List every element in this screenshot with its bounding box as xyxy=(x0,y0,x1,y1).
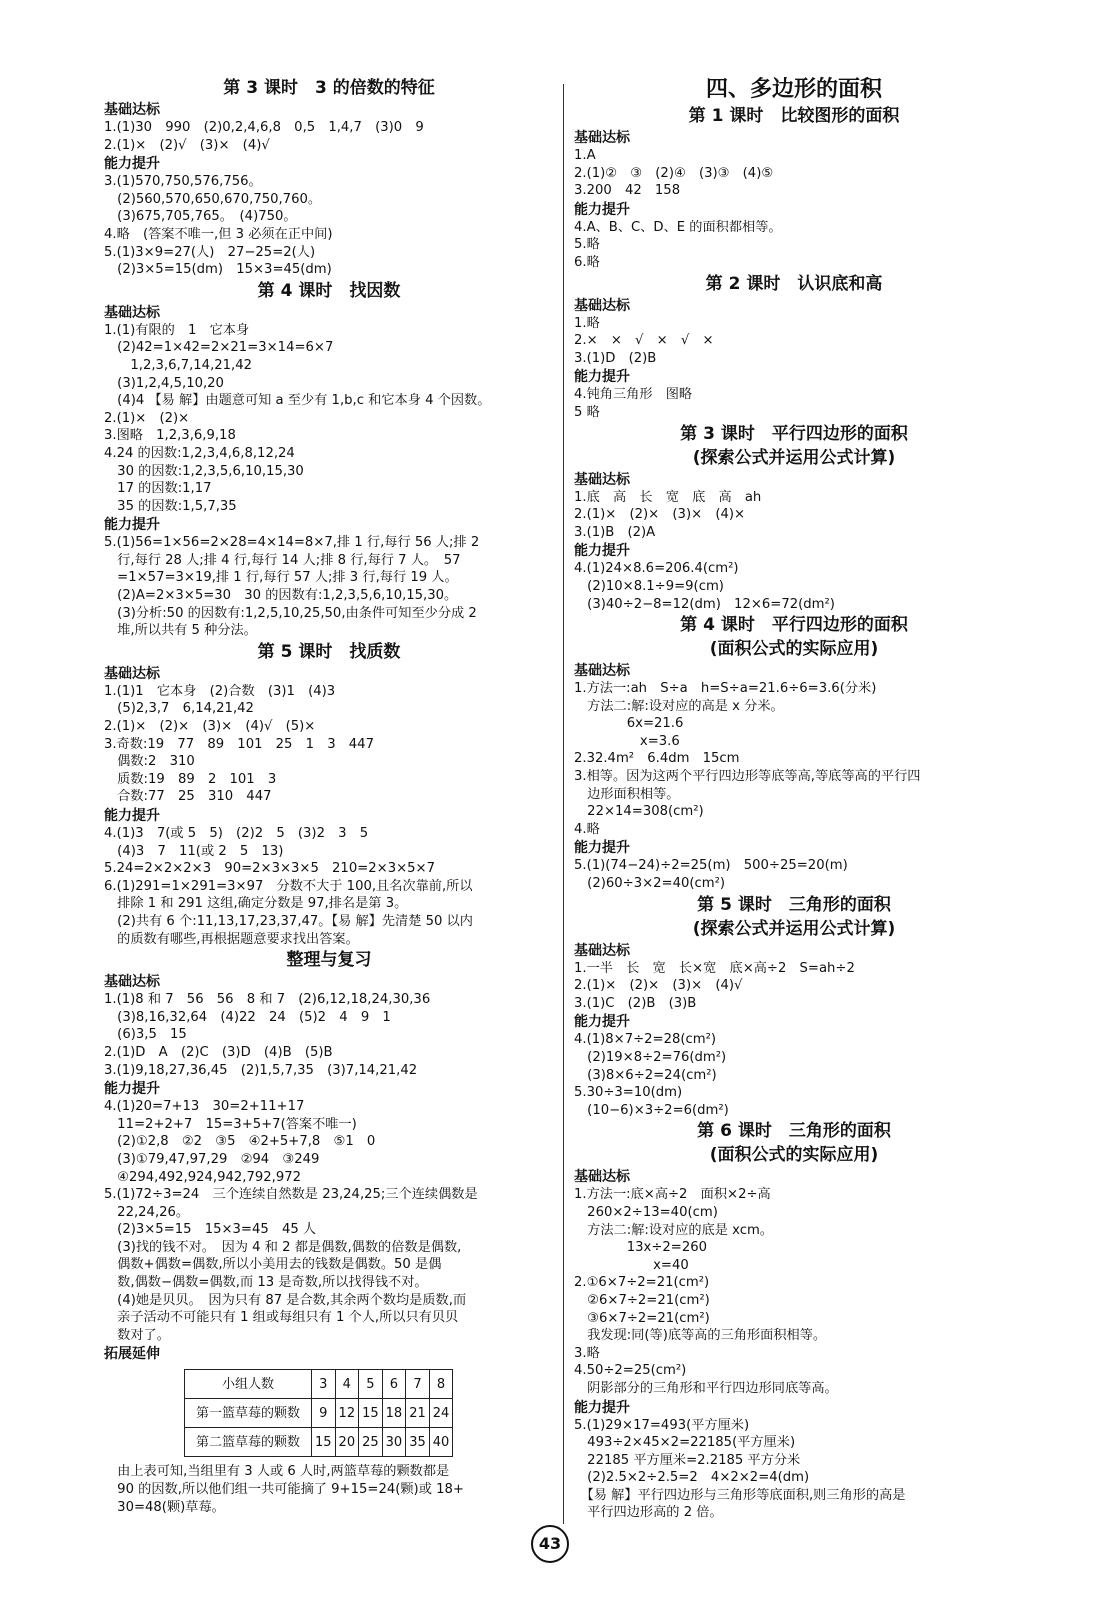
answer-line: 质数:19 89 2 101 3 xyxy=(104,771,277,787)
answer-line: (10−6)×3÷2=6(dm²) xyxy=(574,1102,729,1118)
table-cell: 25 xyxy=(359,1428,383,1457)
section-title: 整理与复习 xyxy=(286,950,372,971)
answer-line: (3)8,16,32,64 (4)22 24 (5)2 4 9 1 xyxy=(104,1009,391,1025)
answer-line: (2)560,570,650,670,750,760。 xyxy=(104,191,322,207)
answer-line: 22,24,26。 xyxy=(104,1204,190,1220)
section-title: 第 4 课时 平行四边形的面积 xyxy=(680,615,908,636)
answer-line: 30 的因数:1,2,3,5,6,10,15,30 xyxy=(104,463,304,479)
answer-line: 6.(1)291=1×291=3×97 分数不大于 100,且名次靠前,所以 xyxy=(104,878,473,894)
section-title: 第 2 课时 认识底和高 xyxy=(705,273,883,294)
answer-line: 4.A、B、C、D、E 的面积都相等。 xyxy=(574,219,782,235)
block-heading: 能力提升 xyxy=(104,517,160,534)
answer-line: 11=2+2+7 15=3+5+7(答案不唯一) xyxy=(104,1116,357,1132)
table-row-label: 第二篮草莓的颗数 xyxy=(185,1428,312,1457)
block-heading: 能力提升 xyxy=(574,1399,630,1416)
answer-line: 5.略 xyxy=(574,237,600,253)
table-cell: 15 xyxy=(312,1428,336,1457)
answer-line: (3)40÷2−8=12(dm) 12×6=72(dm²) xyxy=(574,596,835,612)
answer-line: 2.(1)② ③ (2)④ (3)③ (4)⑤ xyxy=(574,165,774,181)
answer-line: 4.(1)20=7+13 30=2+11+17 xyxy=(104,1099,305,1115)
answer-line: 方法二:解:设对应的高是 x 分米。 xyxy=(574,698,784,714)
answer-line: 方法二:解:设对应的底是 xcm。 xyxy=(574,1222,773,1238)
block-heading: 基础达标 xyxy=(104,665,160,682)
block-heading: 基础达标 xyxy=(574,942,630,959)
answer-line: 1,2,3,6,7,14,21,42 xyxy=(104,357,253,373)
answer-line: 2.32.4m² 6.4dm 15cm xyxy=(574,751,740,767)
answer-line: 1.(1)8 和 7 56 56 8 和 7 (2)6,12,18,24,30,36 xyxy=(104,992,431,1008)
answer-line: =1×57=3×19,排 1 行,每行 57 人;排 3 行,每行 19 人。 xyxy=(104,570,458,586)
answer-line: 4.(1)8×7÷2=28(cm²) xyxy=(574,1032,717,1048)
answer-line: 260×2÷13=40(cm) xyxy=(574,1204,718,1220)
table-cell: 4 xyxy=(335,1370,359,1399)
answer-line: 我发现:同(等)底等高的三角形面积相等。 xyxy=(574,1328,827,1344)
answer-line: (4)4 【易 解】由题意可知 a 至少有 1,b,c 和它本身 4 个因数。 xyxy=(104,393,491,409)
block-heading: 能力提升 xyxy=(104,156,160,173)
table-cell: 30 xyxy=(382,1428,406,1457)
left-column xyxy=(104,76,554,1516)
answer-line: 22185 平方厘米=2.2185 平方分米 xyxy=(574,1452,801,1468)
answer-line: 5.(1)29×17=493(平方厘米) xyxy=(574,1417,750,1433)
answer-line: 3.略 xyxy=(574,1345,600,1361)
block-heading: 能力提升 xyxy=(574,1014,630,1031)
block-heading: 能力提升 xyxy=(104,808,160,824)
section-title: 第 3 课时 平行四边形的面积 xyxy=(680,423,908,444)
answer-line: 35 的因数:1,5,7,35 xyxy=(104,498,237,514)
answer-line: 1.一半 长 宽 长×宽 底×高÷2 S=ah÷2 xyxy=(574,960,855,976)
extension-table-wrap xyxy=(184,1369,554,1457)
section-title: (探索公式并运用公式计算) xyxy=(692,918,896,939)
answer-line: 3.相等。因为这两个平行四边形等底等高,等底等高的平行四 xyxy=(574,769,921,785)
answer-line: 4.24 的因数:1,2,3,4,6,8,12,24 xyxy=(104,445,295,461)
answer-line: 2.(1)× (2)× (3)× (4)× xyxy=(574,507,746,523)
right-column xyxy=(574,76,1014,1522)
answer-line: 1.方法一:底×高÷2 面积×2÷高 xyxy=(574,1187,771,1203)
answer-line: 493÷2×45×2=22185(平方厘米) xyxy=(574,1435,796,1451)
answer-line: 边形面积相等。 xyxy=(574,786,680,802)
answer-line: (2)共有 6 个:11,13,17,23,37,47。【易 解】先清楚 50 以内 xyxy=(104,913,473,929)
section-title: 第 6 课时 三角形的面积 xyxy=(697,1121,891,1142)
answer-line: 5 略 xyxy=(574,404,600,420)
block-heading: 基础达标 xyxy=(104,974,160,991)
table-cell: 5 xyxy=(359,1370,383,1399)
section-title: 第 5 课时 找质数 xyxy=(257,641,401,662)
block-heading: 能力提升 xyxy=(574,543,630,560)
answer-line: 2.(1)× (2)√ (3)× (4)√ xyxy=(104,137,270,153)
answer-line: (3)①79,47,97,29 ②94 ③249 xyxy=(104,1151,320,1167)
answer-line: (2)3×5=15(dm) 15×3=45(dm) xyxy=(104,262,332,278)
answer-line: 数,偶数−偶数=偶数,而 13 是奇数,所以找得钱不对。 xyxy=(104,1275,428,1291)
answer-line: 5.24=2×2×2×3 90=2×3×3×5 210=2×3×5×7 xyxy=(104,861,435,877)
answer-line: 17 的因数:1,17 xyxy=(104,481,212,497)
section-title: (面积公式的实际应用) xyxy=(709,1145,879,1166)
answer-line: 2.(1)× (2)× xyxy=(104,410,190,426)
extension-table xyxy=(184,1369,453,1457)
answer-line: 90 的因数,所以他们组一共可能摘了 9+15=24(颗)或 18+ xyxy=(104,1482,464,1498)
answer-line: 合数:77 25 310 447 xyxy=(104,789,272,805)
answer-line: ④294,492,924,942,792,972 xyxy=(104,1169,301,1185)
answer-line: (3)分析:50 的因数有:1,2,5,10,25,50,由条件可知至少分成 2 xyxy=(104,605,477,621)
answer-line: 排除 1 和 291 这组,确定分数是 97,排名是第 3。 xyxy=(104,896,408,912)
answer-line: (2)19×8÷2=76(dm²) xyxy=(574,1050,727,1065)
answer-line: 22×14=308(cm²) xyxy=(574,804,704,820)
block-heading: 拓展延伸 xyxy=(104,1346,160,1363)
answer-line: (2)3×5=15 15×3=45 45 人 xyxy=(104,1222,317,1238)
table-cell: 7 xyxy=(406,1370,430,1399)
column-divider xyxy=(563,84,564,1524)
block-heading: 能力提升 xyxy=(574,369,630,386)
answer-line: 3.200 42 158 xyxy=(574,183,681,199)
table-cell: 18 xyxy=(382,1399,406,1428)
answer-line: 3.(1)9,18,27,36,45 (2)1,5,7,35 (3)7,14,21,42 xyxy=(104,1062,418,1078)
answer-line: (3)找的钱不对。 因为 4 和 2 都是偶数,偶数的倍数是偶数, xyxy=(104,1239,462,1255)
answer-line: ②6×7÷2=21(cm²) xyxy=(574,1292,710,1308)
answer-line: 1.(1)1 它本身 (2)合数 (3)1 (4)3 xyxy=(104,683,336,699)
answer-line: ③6×7÷2=21(cm²) xyxy=(574,1310,710,1326)
block-heading: 基础达标 xyxy=(574,471,630,488)
block-heading: 基础达标 xyxy=(104,304,160,321)
answer-line: (2)2.5×2÷2.5=2 4×2×2=4(dm) xyxy=(574,1470,810,1486)
table-row-label: 第一篮草莓的颗数 xyxy=(185,1399,312,1428)
answer-line: 4.钝角三角形 图略 xyxy=(574,387,693,403)
answer-line: (4)3 7 11(或 2 5 13) xyxy=(104,843,284,859)
table-cell: 21 xyxy=(406,1399,430,1428)
section-title: 第 1 课时 比较图形的面积 xyxy=(688,106,900,126)
section-title: 第 4 课时 找因数 xyxy=(257,280,401,301)
table-cell: 12 xyxy=(335,1399,359,1428)
answer-line: (2)60÷3×2=40(cm²) xyxy=(574,876,726,892)
answer-line: 3.奇数:19 77 89 101 25 1 3 447 xyxy=(104,736,374,752)
answer-line: 4.略 (答案不唯一,但 3 必须在正中间) xyxy=(104,226,333,242)
answer-line: 阴影部分的三角形和平行四边形同底等高。 xyxy=(574,1380,838,1396)
page-number: 43 xyxy=(531,1525,569,1563)
answer-line: 4.略 xyxy=(574,821,600,837)
answer-line: 2.× × √ × √ × xyxy=(574,333,714,349)
answer-line: 亲子活动不可能只有 1 组或每组只有 1 个人,所以只有贝贝 xyxy=(104,1310,459,1326)
answer-line: x=3.6 xyxy=(574,733,680,749)
answer-line: 1.A xyxy=(574,148,596,163)
block-heading: 能力提升 xyxy=(574,840,630,857)
table-row-label: 小组人数 xyxy=(185,1370,312,1399)
table-cell: 15 xyxy=(359,1399,383,1428)
answer-line: 2.(1)× (2)× (3)× (4)√ (5)× xyxy=(104,719,316,735)
section-title: (面积公式的实际应用) xyxy=(709,639,879,660)
answer-line: 堆,所以共有 5 种分法。 xyxy=(104,623,257,639)
table-cell: 20 xyxy=(335,1428,359,1457)
answer-line: (6)3,5 15 xyxy=(104,1027,187,1043)
table-cell: 24 xyxy=(429,1399,453,1428)
answer-line: (3)8×6÷2=24(cm²) xyxy=(574,1067,717,1083)
answer-line: (2)42=1×42=2×21=3×14=6×7 xyxy=(104,340,334,356)
answer-line: 的质数有哪些,再根据题意要求找出答案。 xyxy=(104,931,359,947)
answer-line: 偶数+偶数=偶数,所以小美用去的钱数是偶数。50 是偶 xyxy=(104,1257,442,1273)
answer-line: 3.(1)D (2)B xyxy=(574,350,657,366)
answer-line: 2.①6×7÷2=21(cm²) xyxy=(574,1275,710,1291)
table-cell: 40 xyxy=(429,1428,453,1457)
answer-line: 5.(1)72÷3=24 三个连续自然数是 23,24,25;三个连续偶数是 xyxy=(104,1187,478,1203)
answer-line: 3.(1)B (2)A xyxy=(574,524,656,540)
answer-line: 1.略 xyxy=(574,315,600,331)
answer-line: 由上表可知,当组里有 3 人或 6 人时,两篮草莓的颗数都是 xyxy=(104,1464,450,1480)
answer-line: 3.图略 1,2,3,6,9,18 xyxy=(104,428,236,444)
answer-line: 3.(1)C (2)B (3)B xyxy=(574,995,697,1011)
table-cell: 9 xyxy=(312,1399,336,1428)
table-cell: 6 xyxy=(382,1370,406,1399)
answer-line: 1.底 高 长 宽 底 高 ah xyxy=(574,489,762,505)
answer-line: 5.(1)(74−24)÷2=25(m) 500÷25=20(m) xyxy=(574,858,848,874)
answer-line: 5.(1)56=1×56=2×28=4×14=8×7,排 1 行,每行 56 人;排 2 xyxy=(104,535,480,551)
answer-line: 30=48(颗)草莓。 xyxy=(104,1499,225,1515)
answer-line: 3.(1)570,750,576,756。 xyxy=(104,174,262,190)
answer-line: (4)她是贝贝。 因为只有 87 是合数,其余两个数均是质数,而 xyxy=(104,1292,467,1308)
table-cell: 8 xyxy=(429,1370,453,1399)
answer-line: 4.(1)24×8.6=206.4(cm²) xyxy=(574,561,739,577)
answer-line: 6.略 xyxy=(574,254,600,270)
section-title: 第 3 课时 3 的倍数的特征 xyxy=(223,78,435,98)
block-heading: 能力提升 xyxy=(104,1081,160,1098)
answer-line: 数对了。 xyxy=(104,1327,170,1343)
table-cell: 35 xyxy=(406,1428,430,1457)
block-heading: 基础达标 xyxy=(104,102,160,118)
answer-line: (3)675,705,765。 (4)750。 xyxy=(104,209,297,225)
chapter-title: 四、多边形的面积 xyxy=(705,77,882,102)
table-row xyxy=(185,1428,453,1457)
table-cell: 3 xyxy=(312,1370,336,1399)
answer-line: 1.(1)30 990 (2)0,2,4,6,8 0,5 1,4,7 (3)0 9 xyxy=(104,120,424,135)
section-title: 第 5 课时 三角形的面积 xyxy=(697,894,891,915)
answer-line: (3)1,2,4,5,10,20 xyxy=(104,375,224,391)
answer-line: x=40 xyxy=(574,1257,689,1273)
answer-line: 平行四边形高的 2 倍。 xyxy=(574,1505,723,1521)
answer-line: 【易 解】平行四边形与三角形等底面积,则三角形的高是 xyxy=(574,1487,906,1503)
answer-line: 5.(1)3×9=27(人) 27−25=2(人) xyxy=(104,244,316,260)
block-heading: 能力提升 xyxy=(574,201,630,218)
answer-line: 2.(1)× (2)× (3)× (4)√ xyxy=(574,978,743,994)
section-title: (探索公式并运用公式计算) xyxy=(692,447,896,468)
block-heading: 基础达标 xyxy=(574,1169,630,1186)
block-heading: 基础达标 xyxy=(574,130,630,146)
answer-line: 5.30÷3=10(dm) xyxy=(574,1085,683,1101)
answer-line: (2)A=2×3×5=30 30 的因数有:1,2,3,5,6,10,15,30。 xyxy=(104,588,458,604)
answer-line: 2.(1)D A (2)C (3)D (4)B (5)B xyxy=(104,1044,333,1060)
answer-line: 偶数:2 310 xyxy=(104,754,195,770)
answer-line: (5)2,3,7 6,14,21,42 xyxy=(104,701,254,717)
answer-line: 1.(1)有限的 1 它本身 xyxy=(104,322,250,338)
answer-line: (2)①2,8 ②2 ③5 ④2+5+7,8 ⑤1 0 xyxy=(104,1134,376,1150)
answer-line: 6x=21.6 xyxy=(574,716,684,732)
answer-line: (2)10×8.1÷9=9(cm) xyxy=(574,578,724,594)
answer-line: 4.(1)3 7(或 5 5) (2)2 5 (3)2 3 5 xyxy=(104,826,369,841)
block-heading: 基础达标 xyxy=(574,663,630,680)
answer-line: 4.50÷2=25(cm²) xyxy=(574,1363,687,1379)
answer-line: 13x÷2=260 xyxy=(574,1240,707,1256)
table-row xyxy=(185,1370,453,1399)
table-row xyxy=(185,1399,453,1428)
answer-line: 1.方法一:ah S÷a h=S÷a=21.6÷6=3.6(分米) xyxy=(574,681,877,697)
answer-line: 行,每行 28 人;排 4 行,每行 14 人;排 8 行,每行 7 人。 57 xyxy=(104,552,461,568)
block-heading: 基础达标 xyxy=(574,297,630,314)
